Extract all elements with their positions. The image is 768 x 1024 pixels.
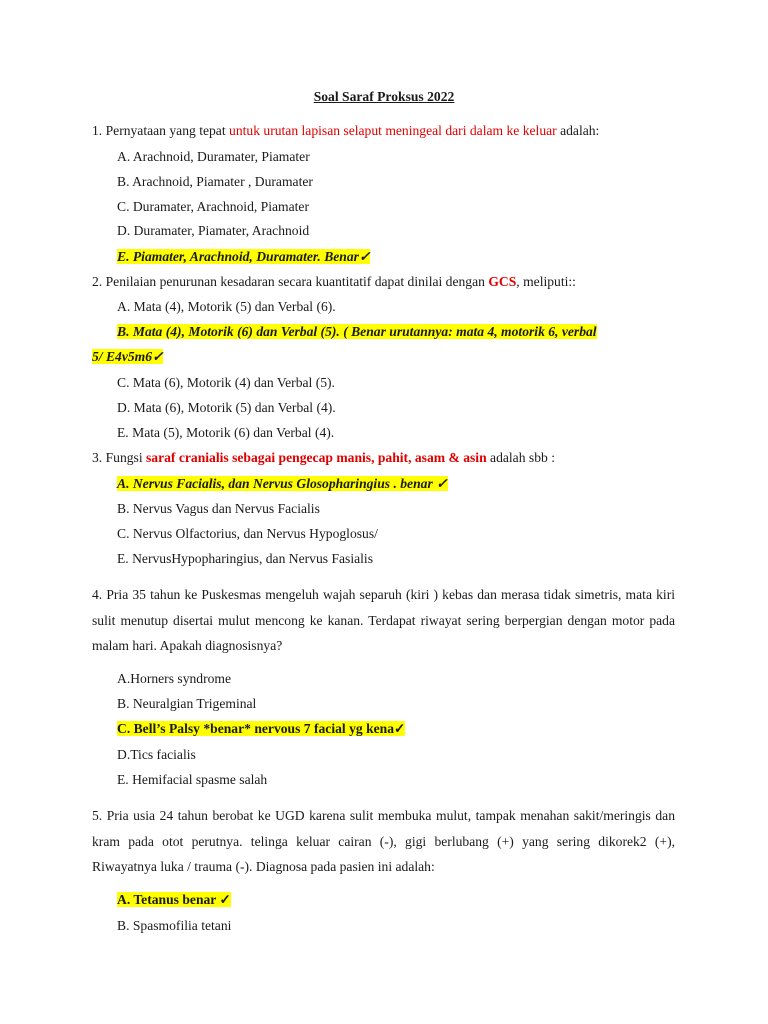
option-3b: B. Nervus Vagus dan Nervus Facialis xyxy=(117,501,320,516)
question-5: 5. Pria usia 24 tahun berobat ke UGD karena sulit membuka mulut, tampak menahan sakit/meringis dan kram pada otot perutnya. telinga keluar cairan (-), gigi berlubang (+) yang sering dikorek2 (+), Riwayatnya luka / trauma (-). Diagnosa pada pasien ini adalah: xyxy=(92,808,675,874)
option-1b: B. Arachnoid, Piamater , Duramater xyxy=(117,174,313,189)
option-1d: D. Duramater, Piamater, Arachnoid xyxy=(117,223,310,238)
question-text: adalah: xyxy=(556,123,600,138)
option-1a: A. Arachnoid, Duramater, Piamater xyxy=(117,149,310,164)
option-3c: C. Nervus Olfactorius, dan Nervus Hypoglosus/ xyxy=(117,526,378,541)
option-2a: A. Mata (4), Motorik (5) dan Verbal (6). xyxy=(117,299,336,314)
option-2e: E. Mata (5), Motorik (6) dan Verbal (4). xyxy=(117,425,335,440)
option-5b: B. Spasmofilia tetani xyxy=(117,918,232,933)
answer-4: C. Bell’s Palsy *benar* nervous 7 facial yg kena✓ xyxy=(117,721,406,736)
question-1 xyxy=(92,122,599,140)
option-4e: E. Hemifacial spasme salah xyxy=(117,772,268,787)
option-4d: D.Tics facialis xyxy=(117,747,196,762)
option-2d: D. Mata (6), Motorik (5) dan Verbal (4). xyxy=(117,400,336,415)
option-4b: B. Neuralgian Trigeminal xyxy=(117,696,257,711)
question-text: 3. Fungsi xyxy=(92,450,147,465)
question-4: 4. Pria 35 tahun ke Puskesmas mengeluh wajah separuh (kiri ) kebas dan merasa tidak simetris, mata kiri sulit menutup disertai mulut mencong ke kanan. Terdapat riwayat sering berpergian dengan motor pada malam hari. Apakah diagnosisnya? xyxy=(92,587,675,653)
question-text: adalah sbb : xyxy=(486,450,555,465)
option-4a: A.Horners syndrome xyxy=(117,671,232,686)
question-highlight-red: saraf cranialis sebagai pengecap manis, pahit, asam & asin xyxy=(146,450,487,465)
option-2c: C. Mata (6), Motorik (4) dan Verbal (5). xyxy=(117,375,335,390)
question-3 xyxy=(92,449,555,467)
answer-3: A. Nervus Facialis, dan Nervus Glosopharingius . benar ✓ xyxy=(117,476,448,491)
question-highlight-red: untuk urutan lapisan selaput meningeal dari dalam ke keluar xyxy=(229,123,557,138)
question-text: , meliputi:: xyxy=(516,274,576,289)
question-2 xyxy=(92,273,576,291)
question-text: 1. Pernyataan yang tepat xyxy=(92,123,230,138)
option-3e: E. NervusHypopharingius, dan Nervus Fasialis xyxy=(117,551,373,566)
answer-1: E. Piamater, Arachnoid, Duramater. Benar✓ xyxy=(117,249,371,264)
page-title: Soal Saraf Proksus 2022 xyxy=(313,89,455,104)
answer-2-line1: B. Mata (4), Motorik (6) dan Verbal (5). ( Benar urutannya: mata 4, motorik 6, verbal xyxy=(117,324,597,339)
answer-2-line2: 5/ E4v5m6✓ xyxy=(92,349,164,364)
question-highlight-red: GCS xyxy=(488,274,517,289)
option-1c: C. Duramater, Arachnoid, Piamater xyxy=(117,199,309,214)
question-text: 2. Penilaian penurunan kesadaran secara kuantitatif dapat dinilai dengan xyxy=(92,274,489,289)
answer-5: A. Tetanus benar ✓ xyxy=(117,892,231,907)
